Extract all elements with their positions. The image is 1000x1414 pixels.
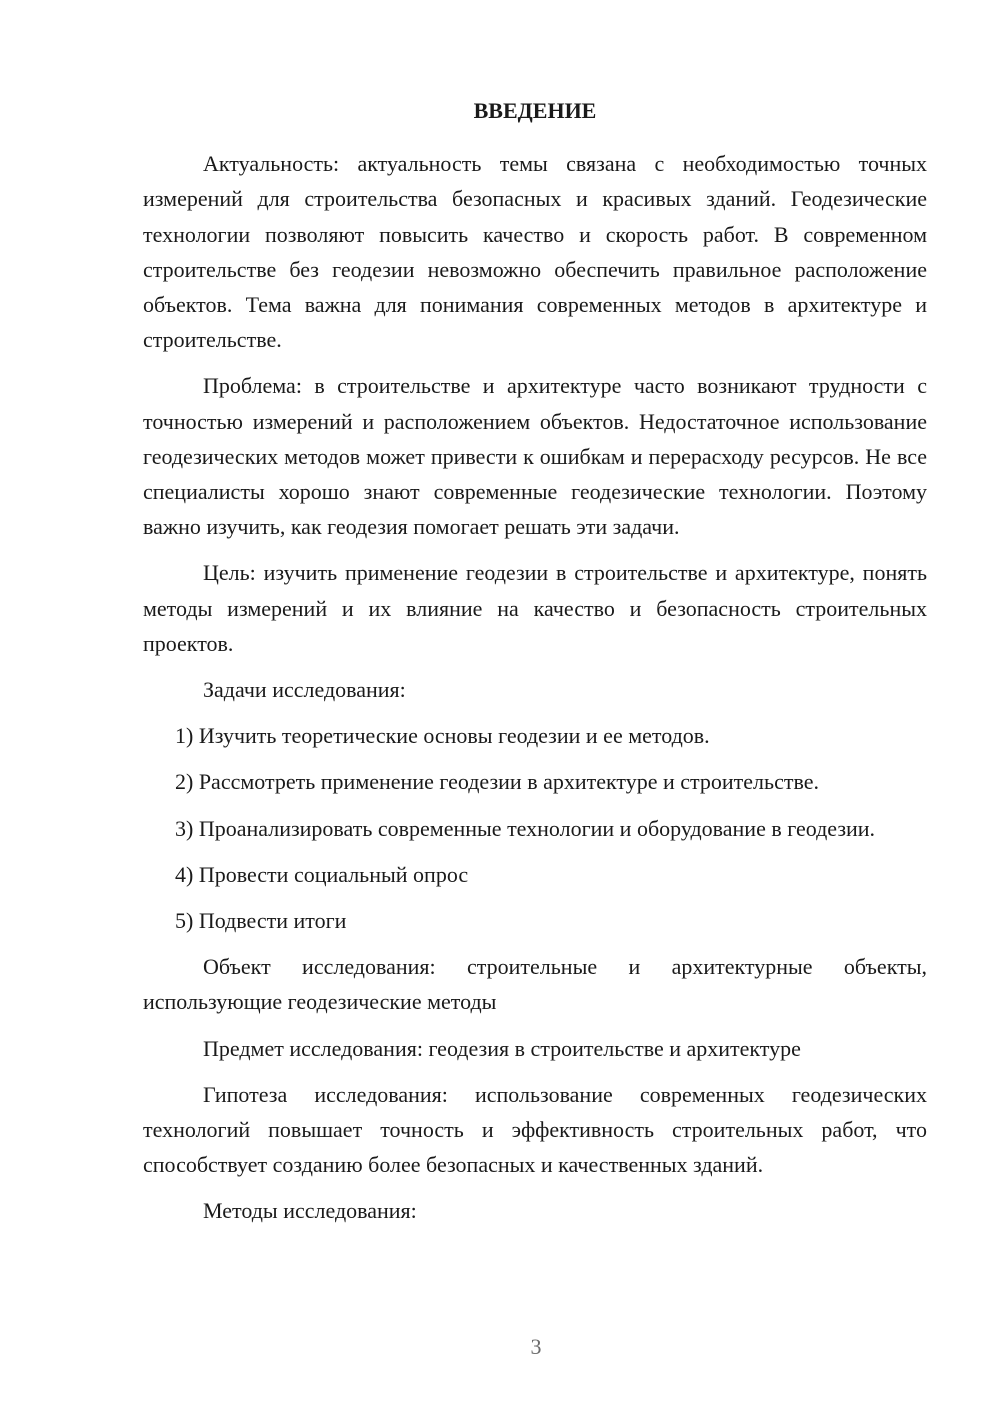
- goal-paragraph: Цель: изучить применение геодезии в строительстве и архитектуре, понять методы измерений и их влияние на качество и безопасность строительных проектов.: [143, 560, 927, 656]
- object-paragraph: Объект исследования: строительные и архитектурные объекты, использующие геодезические методы: [143, 954, 927, 1015]
- task-item-1: 1) Изучить теоретические основы геодезии и ее методов.: [175, 723, 710, 749]
- problem-paragraph: Проблема: в строительстве и архитектуре часто возникают трудности с точностью измерений и расположением объектов. Недостаточное использование геодезических методов может привести к ошибкам и перерасходу ресурсов. Не все специалисты хорошо знают современные геодезические технологии. Поэтому важно изучить, как геодезия помогает решать эти задачи.: [143, 373, 927, 540]
- tasks-heading: Задачи исследования:: [203, 677, 406, 703]
- page-number: 3: [530, 1334, 542, 1359]
- relevance-paragraph: Актуальность: актуальность темы связана с необходимостью точных измерений для строительства безопасных и красивых зданий. Геодезические технологии позволяют повысить качество и скорость работ. В современном строительстве без геодезии невозможно обеспечить правильное расположение объектов. Тема важна для понимания современных методов в архитектуре и строительстве.: [143, 151, 927, 353]
- task-item-2: 2) Рассмотреть применение геодезии в архитектуре и строительстве.: [175, 769, 819, 795]
- task-item-4: 4) Провести социальный опрос: [175, 861, 469, 887]
- hypothesis-paragraph: Гипотеза исследования: использование современных геодезических технологий повышает точность и эффективность строительных работ, что способствует созданию более безопасных и качественных зданий.: [143, 1081, 927, 1178]
- section-title: ВВЕДЕНИЕ: [473, 98, 597, 123]
- methods-paragraph: Методы исследования:: [203, 1198, 417, 1224]
- subject-paragraph: Предмет исследования: геодезия в строительстве и архитектуре: [203, 1035, 801, 1061]
- page-body: [143, 93, 927, 1240]
- task-item-5: 5) Подвести итоги: [175, 908, 347, 934]
- task-item-3: 3) Проанализировать современные технологии и оборудование в геодезии.: [175, 815, 876, 841]
